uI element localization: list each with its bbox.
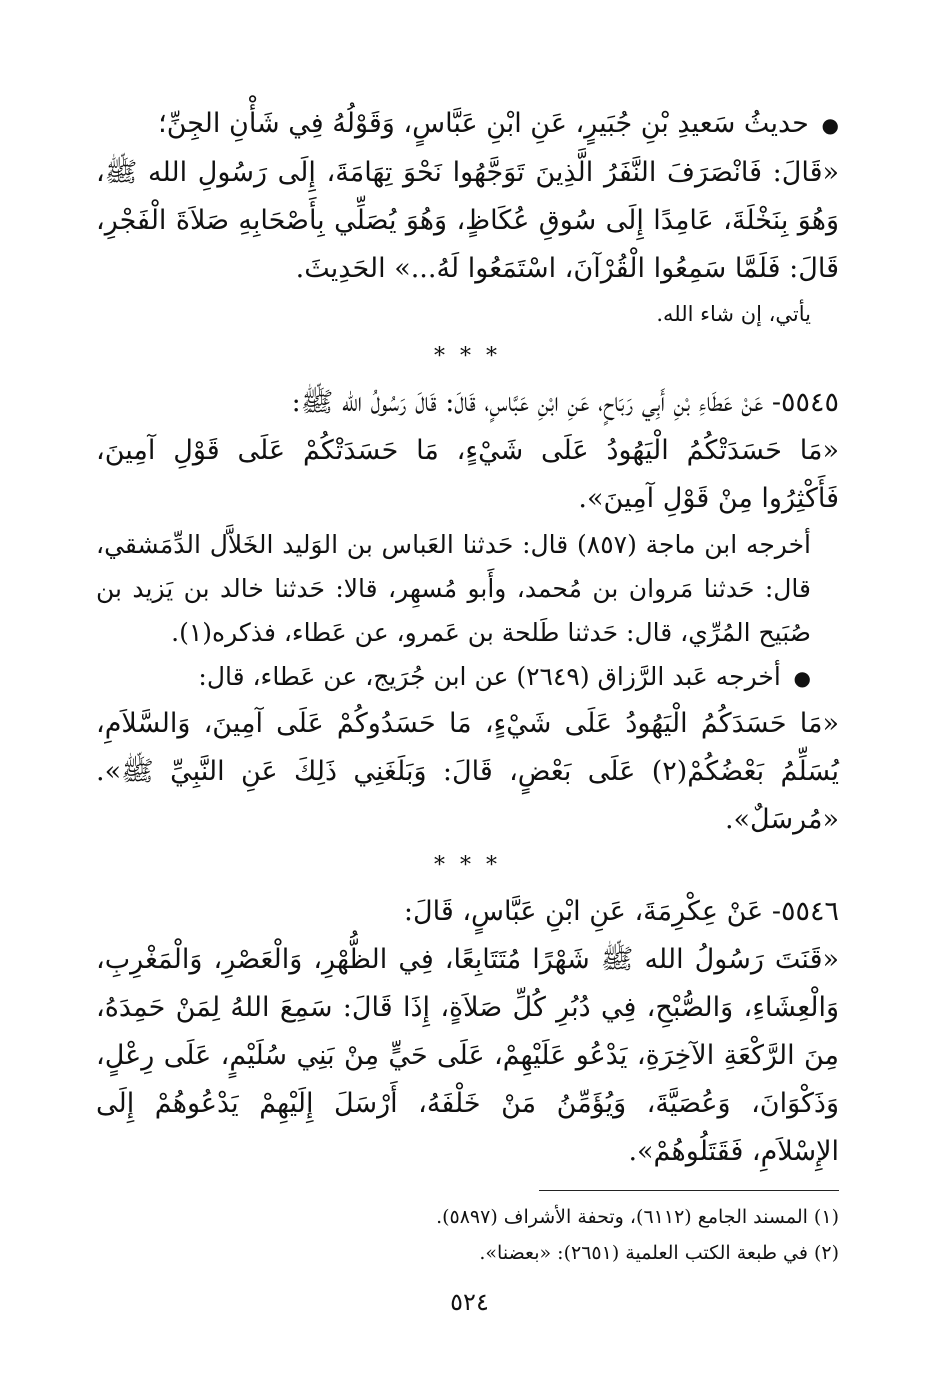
footnote-2: (٢) في طبعة الكتب العلمية (٢٦٥١): «بعضنا».: [479, 1242, 839, 1264]
section-separator: * * *: [434, 853, 501, 878]
takhrij-abdurrazzaq: ● أخرجه عَبد الرَّزاق (٢٦٤٩) عن ابن جُرَيج، عن عَطاء، قال:: [96, 655, 839, 700]
hadith-5545-matn: «مَا حَسَدَتْكُمُ الْيَهُودُ عَلَى شَيْءٍ، مَا حَسَدَتْكُمْ عَلَى قَوْلِ آمِينَ، فَأَكْثِرُوا مِنْ قَوْلِ آمِينَ».: [96, 435, 839, 514]
page-number: ٥٢٤: [450, 1288, 489, 1316]
section-separator: * * *: [434, 344, 501, 369]
hadith-5546-matn: «قَنَتَ رَسُولُ الله ﷺ شَهْرًا مُتَتَابِعًا، فِي الظُّهْرِ، وَالْعَصْرِ، وَالْمَغْرِبِ، وَالْعِشَاءِ، وَالصُّبْحِ، فِي دُبُرِ كُلِّ صَلاَةٍ، إِذَا قَالَ: سَمِعَ اللهُ لِمَنْ حَمِدَهُ، مِنَ الرَّكْعَةِ الآخِرَةِ، يَدْعُو عَلَيْهِمْ، عَلَى حَيٍّ مِنْ بَنِي سُلَيْمٍ، عَلَى رِعْلٍ، وَذَكْوَانَ، وَعُصَيَّةَ، وَيُؤَمِّنُ مَنْ خَلْفَهُ، أَرْسَلَ إِلَيْهِمْ يَدْعُوهُمْ إِلَى الإِسْلاَمِ، فَقَتَلُوهُمْ».: [96, 944, 839, 1167]
cross-reference-note: يأتي، إن شاء الله.: [656, 302, 811, 326]
hadith-5546-isnad: ٥٥٤٦- عَنْ عِكْرِمَةَ، عَنِ ابْنِ عَبَّاسٍ، قَالَ:: [403, 896, 839, 927]
hadith-5545-isnad: ٥٥٤٥- عَنْ عَطَاءِ بْنِ أَبِي رَبَاحٍ، عَنِ ابْنِ عَبَّاسٍ، قَالَ: قَالَ رَسُولُ الله ﷺ:: [291, 387, 839, 418]
takhrij-ibn-majah: أخرجه ابن ماجة (٨٥٧) قال: حَدثنا العَباس بن الوَليد الخَلاَّل الدِّمَشقي، قال: حَدثنا مَروان بن مُحمد، وأَبو مُسهِر، قالا: حَدثنا خالد بن يَزيد بن صُبَيح المُرِّي، قال: حَدثنا طَلحة بن عَمرو، عن عَطاء، فذكره(١).: [96, 530, 811, 647]
hadith-text: «قَالَ: فَانْصَرَفَ النَّفَرُ الَّذِينَ تَوَجَّهُوا نَحْوَ تِهَامَةَ، إِلَى رَسُولِ الله ﷺ، وَهُوَ بِنَخْلَةَ، عَامِدًا إِلَى سُوقِ عُكَاظٍ، وَهُوَ يُصَلِّي بِأَصْحَابِهِ صَلاَةَ الْفَجْرِ، قَالَ: فَلَمَّا سَمِعُوا الْقُرْآنَ، اسْتَمَعُوا لَهُ...» الحَدِيثَ.: [96, 157, 840, 284]
footnote-1: (١) المسند الجامع (٦١١٢)، وتحفة الأشراف (٥٨٩٧).: [436, 1206, 839, 1228]
hadith-mursal-text: «مَا حَسَدَكُمُ الْيَهُودُ عَلَى شَيْءٍ، مَا حَسَدُوكُمْ عَلَى آمِينَ، وَالسَّلاَمِ، يُسَلِّمُ بَعْضُكُمْ(٢) عَلَى بَعْضٍ، قَالَ: وَبَلَغَنِي ذَلِكَ عَنِ النَّبِيِّ ﷺ». «مُرسَلٌ».: [96, 708, 839, 835]
footnote-divider: [539, 1190, 839, 1191]
hadith-heading-bullet: ● حديثُ سَعيدِ بْنِ جُبَيرٍ، عَنِ ابْنِ عَبَّاسٍ، وَقَوْلُهُ فِي شَأْنِ الجِنِّ؛: [96, 100, 839, 149]
